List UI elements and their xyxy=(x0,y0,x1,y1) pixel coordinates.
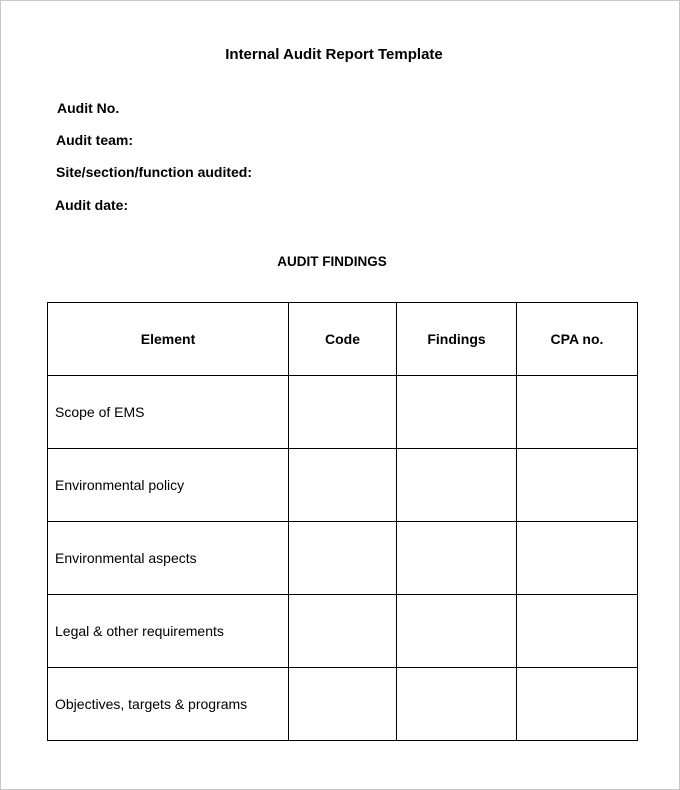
header-findings: Findings xyxy=(397,303,517,376)
table-row xyxy=(48,595,638,668)
cell-element: Legal & other requirements xyxy=(48,595,289,668)
field-audit-date: Audit date: xyxy=(55,197,129,213)
cell-cpa-no[interactable] xyxy=(517,595,638,668)
cell-findings[interactable] xyxy=(397,668,517,741)
cell-element: Scope of EMS xyxy=(48,376,289,449)
cell-element: Objectives, targets & programs xyxy=(48,668,289,741)
header-element: Element xyxy=(48,303,289,376)
table-header-row xyxy=(48,303,638,376)
cell-code[interactable] xyxy=(289,668,397,741)
cell-findings[interactable] xyxy=(397,376,517,449)
document-title: Internal Audit Report Template xyxy=(225,46,443,63)
cell-element: Environmental aspects xyxy=(48,522,289,595)
cell-cpa-no[interactable] xyxy=(517,522,638,595)
field-site-section-function: Site/section/function audited: xyxy=(56,164,253,180)
cell-cpa-no[interactable] xyxy=(517,376,638,449)
cell-findings[interactable] xyxy=(397,449,517,522)
cell-code[interactable] xyxy=(289,449,397,522)
field-audit-no: Audit No. xyxy=(57,100,120,116)
cell-findings[interactable] xyxy=(397,522,517,595)
audit-findings-table xyxy=(47,302,638,741)
table-row xyxy=(48,376,638,449)
table-row xyxy=(48,668,638,741)
cell-element: Environmental policy xyxy=(48,449,289,522)
cell-cpa-no[interactable] xyxy=(517,668,638,741)
section-title-audit-findings: AUDIT FINDINGS xyxy=(277,254,387,269)
cell-findings[interactable] xyxy=(397,595,517,668)
table-row xyxy=(48,522,638,595)
header-cpa-no: CPA no. xyxy=(517,303,638,376)
field-audit-team: Audit team: xyxy=(56,132,133,148)
table-row xyxy=(48,449,638,522)
cell-cpa-no[interactable] xyxy=(517,449,638,522)
header-code: Code xyxy=(289,303,397,376)
cell-code[interactable] xyxy=(289,595,397,668)
cell-code[interactable] xyxy=(289,376,397,449)
cell-code[interactable] xyxy=(289,522,397,595)
